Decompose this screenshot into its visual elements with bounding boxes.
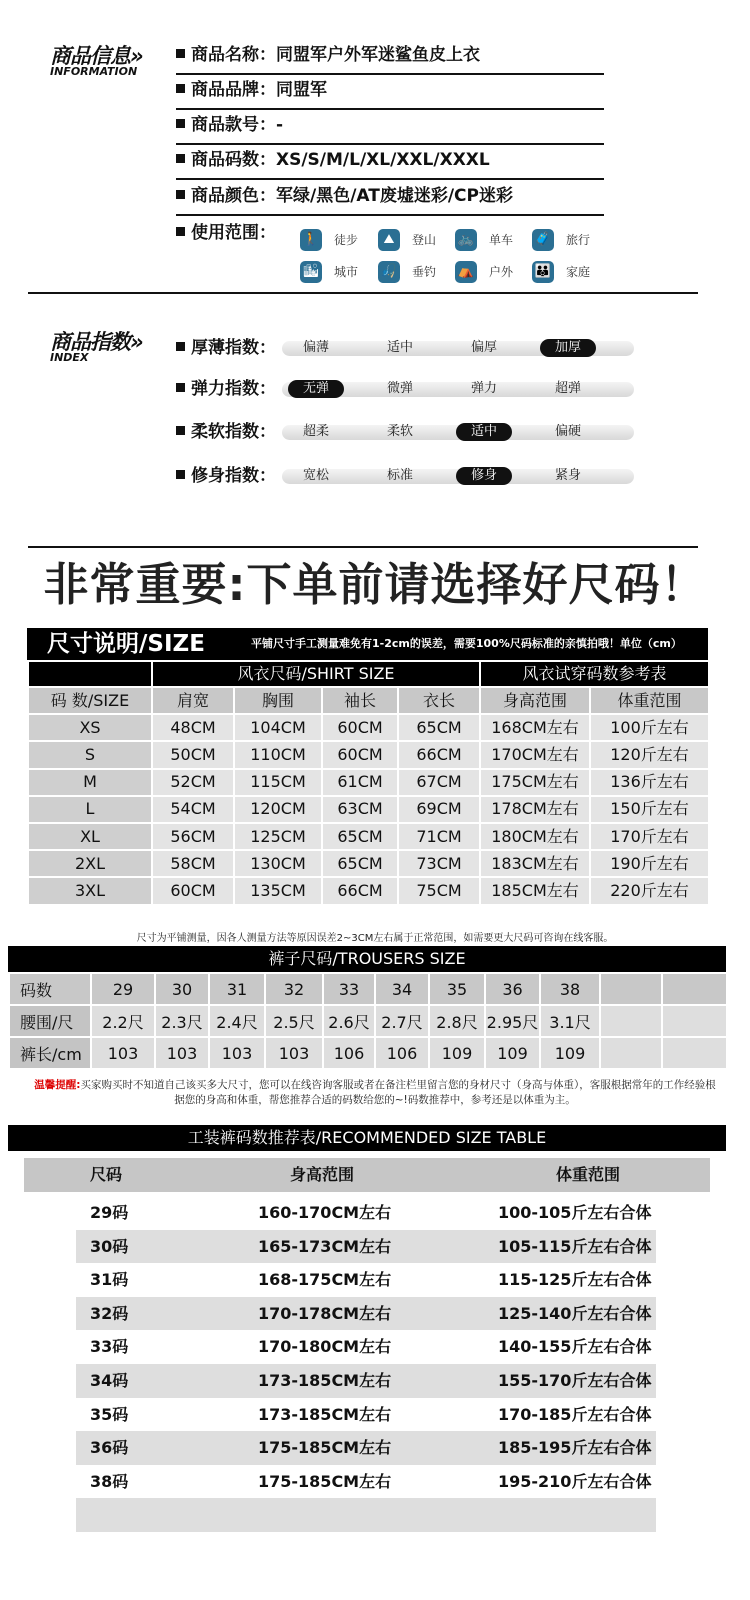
row-header: 腰围/尺 (9, 1005, 91, 1037)
scope-item-label: 登山 (412, 233, 437, 247)
scope-item-label: 城市 (334, 265, 359, 279)
table-cell (600, 1005, 662, 1037)
column-header-size: 尺码 (90, 1165, 123, 1184)
climbing-icon: ⛰ (378, 229, 400, 251)
index-option-selected: 修身 (456, 467, 512, 485)
table-cell: 36码 (90, 1438, 129, 1458)
index-option: 标准 (386, 468, 413, 483)
shirt-size-note: 平铺尺寸手工测量难免有1-2cm的误差，需要100%尺码标准的亲慎拍哦！单位（cm） (251, 637, 682, 650)
table-row (28, 741, 709, 768)
size-warning-banner: 非常重要:下单前请选择好尺码！ (43, 558, 707, 611)
index-option: 超弹 (554, 381, 581, 396)
table-cell: 60CM (322, 741, 398, 768)
family-icon: 👪 (532, 261, 554, 283)
table-cell: 168-175CM左右 (258, 1270, 392, 1290)
table-cell: 110CM (234, 741, 322, 768)
bullet-square (176, 119, 185, 128)
index-option: 微弹 (386, 381, 413, 396)
table-cell: 30码 (90, 1236, 129, 1256)
table-cell: 56CM (152, 823, 234, 850)
column-header: 身高范围 (480, 687, 590, 714)
table-cell: 66CM (398, 741, 480, 768)
table-row (9, 1005, 727, 1037)
scope-item (370, 259, 448, 285)
table-row (28, 877, 709, 904)
column-header: 衣长 (398, 687, 480, 714)
table-cell: 195-210斤左右合体 (498, 1471, 652, 1491)
table-cell: 175-185CM左右 (258, 1438, 392, 1458)
index-option-selected: 加厚 (540, 339, 596, 357)
table-cell: 60CM (152, 877, 234, 904)
info-title-cn: 商品信息» (50, 44, 143, 68)
table-cell: 106 (323, 1037, 375, 1069)
table-row (76, 1398, 656, 1432)
table-row (76, 1364, 656, 1398)
table-cell: 106 (375, 1037, 429, 1069)
table-cell: 60CM (322, 714, 398, 741)
scope-item-label: 单车 (489, 233, 514, 247)
table-cell: 109 (429, 1037, 485, 1069)
scope-item (292, 259, 370, 285)
table-cell: 31 (209, 973, 265, 1005)
table-cell: 168CM左右 (480, 714, 590, 741)
index-section-title (50, 330, 143, 364)
table-cell: 140-155斤左右合体 (498, 1337, 652, 1357)
table-row (76, 1230, 656, 1264)
table-cell: 220斤左右 (590, 877, 709, 904)
table-cell: 67CM (398, 769, 480, 796)
index-label (176, 374, 276, 404)
table-cell: 75CM (398, 877, 480, 904)
table-cell: 66CM (322, 877, 398, 904)
recommended-size-title: 工装裤码数推荐表/RECOMMENDED SIZE TABLE (8, 1125, 726, 1151)
warm-tip-label: 温馨提醒: (34, 1079, 81, 1091)
table-cell: 29码 (90, 1203, 129, 1222)
info-section-title (50, 44, 143, 78)
table-cell: 73CM (398, 850, 480, 877)
table-cell: 135CM (234, 877, 322, 904)
table-cell (600, 1037, 662, 1069)
row-header: 码数 (9, 973, 91, 1005)
table-cell: 104CM (234, 714, 322, 741)
table-cell: 71CM (398, 823, 480, 850)
column-header: 体重范围 (590, 687, 709, 714)
index-option: 偏硬 (554, 424, 581, 439)
table-cell: 103 (265, 1037, 323, 1069)
table-cell: 103 (155, 1037, 209, 1069)
table-cell: 32 (265, 973, 323, 1005)
index-label (176, 461, 276, 491)
table-cell: 65CM (322, 850, 398, 877)
table-cell: 34码 (90, 1371, 129, 1390)
info-row (176, 182, 604, 216)
table-cell: 115CM (234, 769, 322, 796)
index-row (176, 461, 646, 491)
table-cell: 165-173CM左右 (258, 1236, 392, 1256)
scope-item-label: 垂钓 (412, 265, 437, 279)
table-row (76, 1297, 656, 1331)
size-cell: S (28, 741, 152, 768)
index-option: 紧身 (554, 468, 581, 483)
index-track (282, 382, 634, 397)
column-header: 胸围 (234, 687, 322, 714)
table-cell: 36 (485, 973, 540, 1005)
table-cell (662, 1005, 727, 1037)
table-row (76, 1196, 656, 1230)
table-cell: 100-105斤左右合体 (498, 1203, 652, 1222)
bullet-square (176, 84, 185, 93)
table-cell: 185-195斤左右合体 (498, 1438, 652, 1458)
index-option: 宽松 (302, 468, 329, 483)
shirt-size-table (27, 660, 710, 906)
table-row (28, 714, 709, 741)
city-icon: 🏙 (300, 261, 322, 283)
table-cell: 150斤左右 (590, 796, 709, 823)
table-cell: 29 (91, 973, 155, 1005)
scope-item (370, 227, 448, 253)
table-cell: 120斤左右 (590, 741, 709, 768)
info-row (176, 41, 604, 75)
scope-item (524, 259, 602, 285)
bullet-square (176, 383, 185, 392)
table-cell: 100斤左右 (590, 714, 709, 741)
table-cell: 61CM (322, 769, 398, 796)
table-cell: 65CM (398, 714, 480, 741)
index-label (176, 417, 276, 447)
bullet-square (176, 426, 185, 435)
index-label-text: 柔软指数： (191, 422, 276, 442)
index-row (176, 417, 646, 447)
scope-item (524, 227, 602, 253)
scope-item-label: 户外 (489, 265, 514, 279)
index-label-text: 厚薄指数： (191, 338, 276, 358)
info-row-text: 商品品牌：同盟军 (191, 80, 327, 100)
table-cell: 109 (540, 1037, 600, 1069)
table-cell (662, 973, 727, 1005)
trousers-size-table (8, 972, 728, 1070)
table-cell: 35 (429, 973, 485, 1005)
warm-tip-text: 买家购买时不知道自己该买多大尺寸，您可以在线咨询客服或者在备注栏里留言您的身材尺寸（身高与体重），客服根据常年的工作经验根据您的身高和体重，帮您推荐合适的码数给您的~!码数推荐中，参考还是以体重为主。 (80, 1079, 716, 1106)
table-cell: 38 (540, 973, 600, 1005)
table-cell: 130CM (234, 850, 322, 877)
size-cell: L (28, 796, 152, 823)
column-header-height: 身高范围 (290, 1165, 355, 1184)
scope-item-label: 家庭 (566, 265, 591, 279)
size-cell: XS (28, 714, 152, 741)
bullet-square (176, 342, 185, 351)
index-label-text: 弹力指数： (191, 379, 276, 399)
table-cell: 173-185CM左右 (258, 1404, 392, 1424)
table-row (76, 1465, 656, 1499)
bullet-square (176, 470, 185, 479)
trousers-size-title: 裤子尺码/TROUSERS SIZE (8, 946, 726, 972)
outdoor-icon: ⛺ (455, 261, 477, 283)
column-header: 袖长 (322, 687, 398, 714)
table-cell: 58CM (152, 850, 234, 877)
table-cell: 175-185CM左右 (258, 1471, 392, 1491)
table-row (28, 823, 709, 850)
table-cell: 31码 (90, 1270, 129, 1290)
size-cell: XL (28, 823, 152, 850)
index-row (176, 333, 646, 363)
fishing-icon: 🎣 (378, 261, 400, 283)
table-cell: 69CM (398, 796, 480, 823)
index-track (282, 469, 634, 484)
table-cell: 2.7尺 (375, 1005, 429, 1037)
table-cell: 170-178CM左右 (258, 1303, 392, 1323)
index-track (282, 341, 634, 356)
table-cell: 183CM左右 (480, 850, 590, 877)
table-cell: 120CM (234, 796, 322, 823)
info-row-text: 商品颜色：军绿/黑色/AT废墟迷彩/CP迷彩 (191, 186, 513, 206)
table-cell: 155-170斤左右合体 (498, 1371, 652, 1390)
index-option: 适中 (386, 340, 413, 355)
table-cell: 2.2尺 (91, 1005, 155, 1037)
table-cell: 63CM (322, 796, 398, 823)
size-cell: 2XL (28, 850, 152, 877)
scope-item (447, 227, 525, 253)
table-row (76, 1431, 656, 1465)
index-option: 弹力 (470, 381, 497, 396)
index-option: 偏厚 (470, 340, 497, 355)
table-cell: 33码 (90, 1337, 129, 1357)
hiking-icon: 🚶 (300, 229, 322, 251)
table-cell: 125CM (234, 823, 322, 850)
table-cell: 33 (323, 973, 375, 1005)
table-cell: 136斤左右 (590, 769, 709, 796)
table-cell: 109 (485, 1037, 540, 1069)
column-header-weight: 体重范围 (556, 1165, 621, 1184)
table-cell: 30 (155, 973, 209, 1005)
info-row-text: 商品名称：同盟军户外军迷鲨鱼皮上衣 (191, 45, 480, 65)
table-cell: 105-115斤左右合体 (498, 1236, 652, 1256)
measurement-note: 尺寸为平铺测量，因各人测量方法等原因误差2~3CM左右属于正常范围，如需要更大尺码可咨询在线客服。 (136, 933, 614, 944)
table-cell: 2.3尺 (155, 1005, 209, 1037)
table-cell: 32码 (90, 1303, 129, 1323)
table-cell: 3.1尺 (540, 1005, 600, 1037)
travel-icon: 🧳 (532, 229, 554, 251)
scope-item-label: 徒步 (334, 233, 359, 247)
row-header: 裤长/cm (9, 1037, 91, 1069)
table-cell: 178CM左右 (480, 796, 590, 823)
table-cell: 2.6尺 (323, 1005, 375, 1037)
table-cell: 2.8尺 (429, 1005, 485, 1037)
divider (28, 546, 698, 548)
table-row (28, 796, 709, 823)
scope-label: 使用范围： (176, 219, 276, 247)
bullet-square (176, 190, 185, 199)
table-cell: 170-185斤左右合体 (498, 1404, 652, 1424)
index-row (176, 374, 646, 404)
table-cell: 38码 (90, 1471, 129, 1491)
table-cell: 48CM (152, 714, 234, 741)
table-row (28, 769, 709, 796)
table-cell: 173-185CM左右 (258, 1371, 392, 1390)
scope-item (447, 259, 525, 285)
table-cell: 2.5尺 (265, 1005, 323, 1037)
info-row (176, 111, 604, 145)
index-option-selected: 适中 (456, 423, 512, 441)
table-cell: 180CM左右 (480, 823, 590, 850)
table-cell: 103 (91, 1037, 155, 1069)
index-option: 超柔 (302, 424, 329, 439)
table-cell: 115-125斤左右合体 (498, 1270, 652, 1290)
scope-item-label: 旅行 (566, 233, 591, 247)
table-row (28, 850, 709, 877)
table-cell: 170-180CM左右 (258, 1337, 392, 1357)
index-label (176, 333, 276, 363)
table-cell: 2.4尺 (209, 1005, 265, 1037)
column-header: 肩宽 (152, 687, 234, 714)
info-row (176, 76, 604, 110)
table-cell: 190斤左右 (590, 850, 709, 877)
table-cell: 125-140斤左右合体 (498, 1303, 652, 1323)
table-cell (662, 1037, 727, 1069)
bullet-square (176, 49, 185, 58)
table-cell: 65CM (322, 823, 398, 850)
size-cell: 3XL (28, 877, 152, 904)
table-cell: 52CM (152, 769, 234, 796)
bullet-square (176, 154, 185, 163)
table-row (76, 1498, 656, 1532)
index-label-text: 修身指数： (191, 466, 276, 486)
table-row (76, 1330, 656, 1364)
table-row (9, 973, 727, 1005)
usage-scope-icons (292, 222, 602, 286)
info-title-en: INFORMATION (50, 65, 138, 78)
size-cell: M (28, 769, 152, 796)
info-row (176, 146, 604, 180)
table-row (9, 1037, 727, 1069)
info-row-text: 商品码数：XS/S/M/L/XL/XXL/XXXL (191, 150, 490, 170)
table-cell: 103 (209, 1037, 265, 1069)
table-cell: 160-170CM左右 (258, 1203, 392, 1222)
scope-item (292, 227, 370, 253)
index-option-selected: 无弹 (288, 380, 344, 398)
column-header: 码 数/SIZE (28, 687, 152, 714)
index-option: 偏薄 (302, 340, 329, 355)
shirt-size-header (27, 628, 708, 660)
divider (28, 292, 698, 294)
table-cell: 185CM左右 (480, 877, 590, 904)
index-title-en: INDEX (50, 351, 89, 364)
table-cell: 2.95尺 (485, 1005, 540, 1037)
table-cell: 34 (375, 973, 429, 1005)
table-cell: 175CM左右 (480, 769, 590, 796)
bicycle-icon: 🚲 (455, 229, 477, 251)
table-cell: 54CM (152, 796, 234, 823)
index-title-cn: 商品指数» (50, 330, 143, 354)
info-row-text: 商品款号：- (191, 115, 284, 135)
recommended-column-headers (24, 1158, 710, 1192)
table-cell: 170斤左右 (590, 823, 709, 850)
table-cell: 35码 (90, 1404, 129, 1424)
table-cell: 50CM (152, 741, 234, 768)
shirt-size-group: 风衣尺码/SHIRT SIZE (152, 661, 480, 687)
shirt-size-title: 尺寸说明/SIZE (47, 631, 205, 657)
table-row (76, 1263, 656, 1297)
table-corner (28, 661, 152, 687)
warm-tip (30, 1078, 720, 1108)
index-option: 柔软 (386, 424, 413, 439)
fit-reference-group: 风衣试穿码数参考表 (480, 661, 709, 687)
table-cell (600, 973, 662, 1005)
index-track (282, 425, 634, 440)
table-cell: 170CM左右 (480, 741, 590, 768)
